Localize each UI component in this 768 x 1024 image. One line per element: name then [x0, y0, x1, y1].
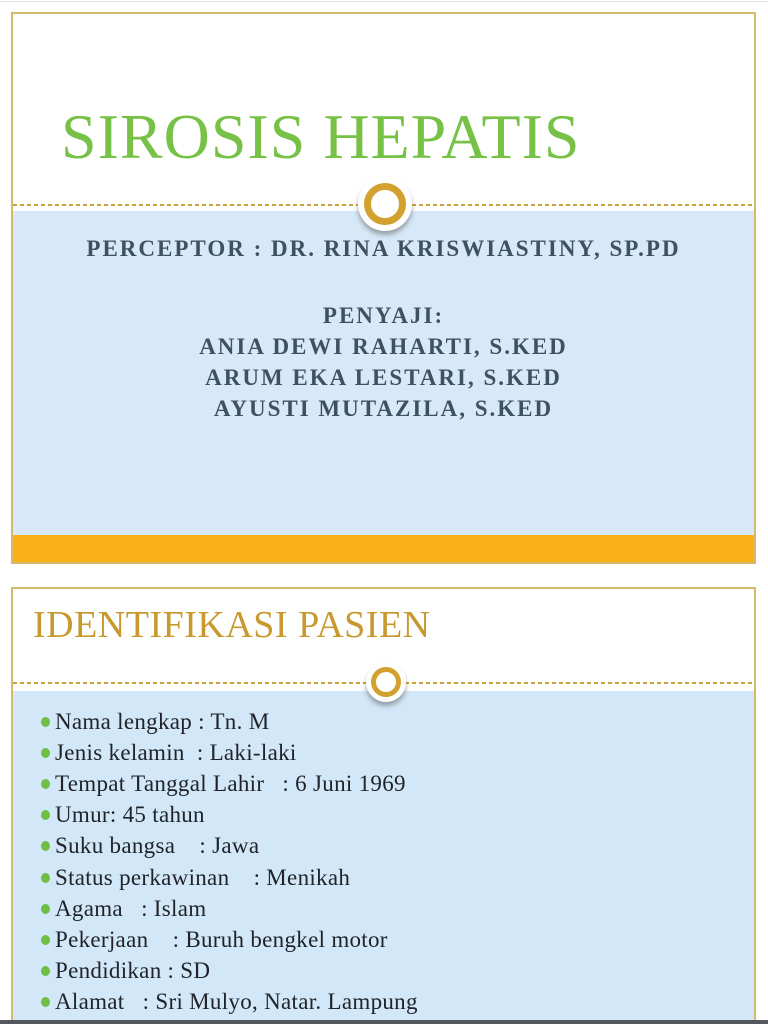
item-text: Nama lengkap : Tn. M [55, 708, 270, 734]
slide1-title: SIROSIS HEPATIS [61, 101, 581, 172]
slide1-content-panel [13, 211, 754, 535]
penyaji-heading: PENYAJI: [322, 303, 445, 328]
bullet-icon [41, 904, 50, 914]
item-text: Jenis kelamin : Laki-laki [55, 739, 297, 765]
item-text: Pendidikan : SD [55, 958, 211, 984]
bullet-icon [41, 966, 50, 976]
presenter-name-1: ANIA DEWI RAHARTI, S.KED [199, 334, 568, 359]
bullet-icon [41, 841, 50, 851]
list-item [41, 956, 754, 987]
perceptor-line: PERCEPTOR : DR. RINA KRISWIASTINY, SP.PD [86, 236, 681, 261]
slide2-title: IDENTIFIKASI PASIEN [33, 604, 431, 646]
presenter-name-2: ARUM EKA LESTARI, S.KED [205, 365, 562, 390]
slide2-content-panel [13, 691, 754, 1024]
slide-title-sirosis-hepatis [11, 12, 756, 564]
item-text: Alamat : Sri Mulyo, Natar. Lampung [55, 989, 418, 1015]
bullet-icon [41, 779, 50, 789]
list-item [41, 800, 754, 831]
slide-identifikasi-pasien [11, 587, 756, 1024]
bullet-icon [41, 717, 50, 727]
bullet-icon [41, 748, 50, 758]
list-item [41, 862, 754, 893]
list-item [41, 924, 754, 955]
patient-info-list [13, 691, 754, 1018]
slide1-divider-ring-icon [358, 177, 412, 231]
bullet-icon [41, 997, 50, 1007]
bullet-icon [41, 935, 50, 945]
item-text: Agama : Islam [55, 895, 207, 921]
list-item [41, 893, 754, 924]
item-text: Status perkawinan : Menikah [55, 864, 351, 890]
item-text: Umur: 45 tahun [55, 802, 205, 828]
slide1-footer-bar [13, 535, 754, 562]
list-item [41, 987, 754, 1018]
item-text: Pekerjaan : Buruh bengkel motor [55, 926, 388, 952]
presenter-name-3: AYUSTI MUTAZILA, S.KED [213, 396, 554, 421]
slide1-divider-ring-core [364, 183, 406, 225]
bullet-icon [41, 873, 50, 883]
list-item [41, 737, 754, 768]
item-text: Tempat Tanggal Lahir : 6 Juni 1969 [55, 770, 406, 796]
list-item [41, 831, 754, 862]
bottom-edge-strip [0, 1020, 768, 1024]
list-item [41, 706, 754, 737]
slide2-divider-ring-icon [366, 662, 406, 702]
item-text: Suku bangsa : Jawa [55, 833, 260, 859]
top-hairline [0, 1, 768, 2]
list-item [41, 768, 754, 799]
bullet-icon [41, 810, 50, 820]
slide2-divider-ring-core [371, 667, 401, 697]
